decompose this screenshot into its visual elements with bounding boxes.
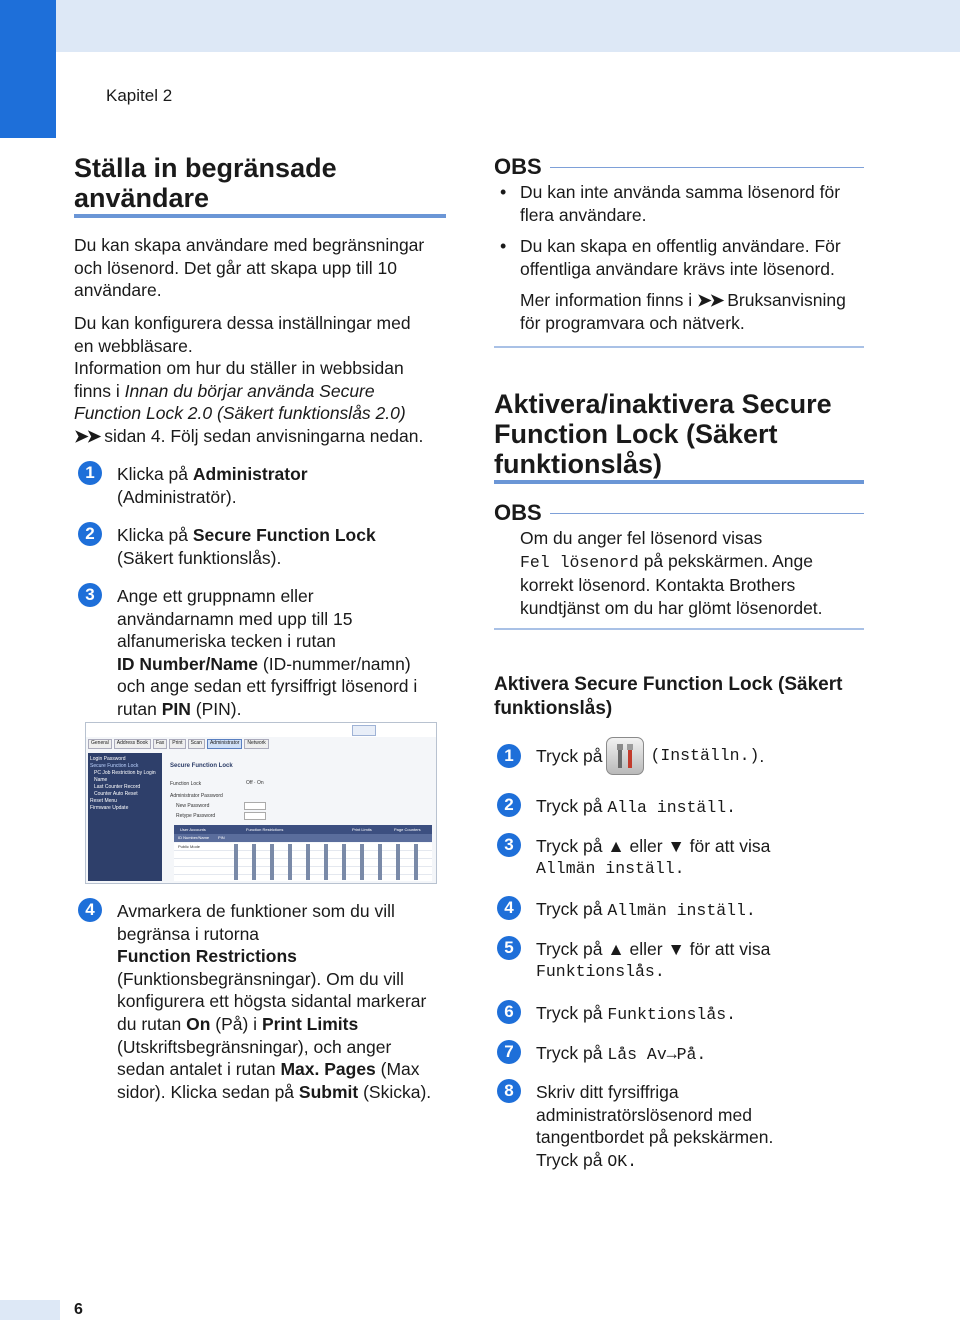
public-mode-label: Public Mode [178,844,201,849]
text-span: Tryck på [536,1003,608,1023]
step-text [536,1081,876,1173]
text-line: Du kan inte använda samma lösenord för [520,182,841,202]
reference-paragraph [74,357,454,447]
restriction-checkboxes[interactable] [224,844,424,880]
text-span: . [759,745,765,766]
text-span: Klicka på [117,464,193,484]
browser-header [86,723,436,737]
menu-secure-function-lock[interactable]: Secure Function Lock [90,763,139,769]
step-text [536,1042,876,1067]
lcd-text: Fel lösenord [520,552,639,572]
right-section-heading [494,389,866,479]
function-lock-label: Function Lock [170,781,202,787]
panel-title: Secure Function Lock [170,763,233,769]
text-line: offentliga användare krävs inte lösenord. [520,258,835,279]
text-span: Tryck på [536,836,608,856]
lcd-text: Funktionslås. [607,1005,737,1024]
step-text [117,585,457,721]
step-text [117,900,457,1103]
text-line: Information om hur du ställer in webbsidan [74,358,404,378]
subheading [494,673,874,721]
menu-firmware-update[interactable]: Firmware Update [90,805,129,811]
step-number: 8 [497,1079,521,1103]
text-line: flera användare. [520,204,647,225]
text-line: Aktivera Secure Function Lock (Säkert [494,674,843,695]
ui-term: Submit [298,1081,359,1102]
ui-term: Max. Pages [280,1059,376,1080]
text-line: användarnamn med upp till 15 [117,608,353,629]
obs-more-info [500,289,872,334]
text-span: (ID-nummer/namn) [258,653,411,674]
obs-end-rule [494,628,864,630]
ui-term: Administrator [192,464,308,484]
heading-line: Aktivera/inaktivera Secure [494,389,832,419]
heading-rule [74,214,446,218]
tab-general[interactable]: General [88,739,112,749]
text-span: eller [624,939,668,959]
text-span: Mer information finns i [520,290,698,311]
ui-term: Secure Function Lock [192,525,376,545]
obs-end-rule [494,346,864,348]
step-number: 4 [497,896,521,920]
step-text [536,737,876,775]
heading-line: Ställa in begränsade [74,153,337,183]
step-number: 4 [78,898,102,922]
text-span: du rutan [117,1013,187,1034]
lcd-text: Alla inställ. [607,798,737,817]
settings-tools-icon [607,738,643,774]
text-span: (Skicka). [358,1081,432,1102]
text-line: och lösenord. Det går att skapa upp till 10 [74,257,397,278]
step-text [536,1002,876,1027]
new-password-label: New Password [176,803,210,809]
text-span: sidor). Klicka sedan på [117,1081,299,1102]
text-line: för programvara och nätverk. [520,312,745,333]
step-text [536,938,876,983]
bullet-icon: • [500,182,507,202]
radio-on[interactable]: On [257,780,264,786]
text-line: (Säkert funktionslås). [117,547,282,568]
step-number: 1 [497,744,521,768]
obs-title: OBS [494,500,542,525]
lcd-text: Allmän inställ. [536,858,685,878]
step-number: 6 [497,1000,521,1024]
text-span: Klicka på [117,525,193,545]
ui-term: PIN [161,698,191,719]
text-line: begränsa i rutorna [117,923,260,944]
heading-line: användare [74,183,210,213]
lcd-text: OK. [607,1151,638,1171]
text-span: (På) i [210,1013,262,1034]
page-tab-marker [0,1300,60,1320]
text-line: Du kan skapa en offentlig användare. För [520,236,841,257]
chapter-tab-marker [0,0,56,138]
down-arrow-icon: ▼ [667,836,685,856]
reference-link-cont[interactable]: Function Lock 2.0 (Säkert funktionslås 2.0) [74,403,406,424]
text-span: för att visa [684,939,771,959]
obs-bullet [500,181,872,226]
tab-scan[interactable]: Scan [188,739,205,749]
bullet-icon: • [500,236,507,257]
logout-button[interactable] [352,725,376,736]
intro-paragraph [74,234,454,302]
chapter-label: Kapitel 2 [106,86,173,105]
ui-term: ID Number/Name [117,653,259,674]
obs-bullet [500,235,872,280]
down-arrow-icon: ▼ [667,939,685,959]
restrictions-table-header [174,825,432,834]
radio-off[interactable]: Off [246,780,253,786]
text-line: och ange sedan ett fyrsiffrigt lösenord i [117,676,418,697]
double-arrow-icon: ➤➤ [74,425,100,446]
obs-note-header [494,500,866,528]
text-line: funktionslås) [494,698,613,719]
obs-title: OBS [494,154,542,179]
text-line: användare. [74,280,162,301]
text-line: (Funktionsbegränsningar). Om du vill [117,968,404,989]
text-span: Tryck på [536,899,608,919]
lcd-text: (Inställn.) [650,745,760,765]
col-print-limits: Print Limits [352,827,372,832]
step-text [117,463,447,508]
reference-link[interactable]: Innan du börjar använda Secure [124,380,375,401]
obs-note-body [520,527,870,619]
screenshot-tab-bar [88,739,269,749]
lcd-text: Funktionslås. [536,961,665,981]
text-line: Ange ett gruppnamn eller [117,586,314,606]
heading-rule [494,480,864,484]
tab-network[interactable]: Network [244,739,268,749]
text-line: Avmarkera de funktioner som du vill [117,901,395,921]
text-line: korrekt lösenord. Kontakta Brothers [520,575,796,596]
text-span: (Max [375,1059,420,1080]
step-text [536,898,876,923]
browser-paragraph [74,312,454,357]
web-settings-screenshot [85,722,437,884]
menu-login-password[interactable]: Login Password [90,756,126,762]
double-arrow-icon: ➤➤ [697,290,723,311]
step-number: 5 [497,936,521,960]
text-span: rutan [117,698,162,719]
menu-last-counter-record[interactable]: Last Counter Record [94,784,141,790]
up-arrow-icon: ▲ [607,939,625,959]
step-number: 3 [78,583,102,607]
text-line: Om du anger fel lösenord visas [520,528,763,548]
col-function-restrictions: Function Restrictions [246,827,284,832]
step-number: 2 [497,793,521,817]
text-line: en webbläsare. [74,335,193,356]
text-span: Tryck på [536,745,603,766]
step-number: 3 [497,833,521,857]
text-line: administratörslösenord med [536,1104,752,1125]
obs-rule [550,167,864,168]
col-id-number: ID Number/Name [178,835,210,840]
heading-line: Function Lock (Säkert [494,419,778,449]
step-number: 7 [497,1040,521,1064]
text-line: alfanumeriska tecken i rutan [117,631,336,652]
left-section-heading [74,153,446,213]
text-span: för att visa [684,836,771,856]
step-number: 2 [78,522,102,546]
col-pin: PIN [218,835,225,840]
text-span: Tryck på [536,796,608,816]
text-line: (Utskriftsbegränsningar), och anger [117,1036,392,1057]
function-lock-radio[interactable]: Off · On [246,780,264,786]
ui-term: On [186,1013,211,1034]
col-user-accounts: User Accounts [180,827,206,832]
page-number: 6 [74,1301,83,1318]
text-span: Tryck på [536,1149,608,1170]
lcd-text: Lås Av→På. [607,1045,707,1064]
menu-counter-auto-reset[interactable]: Counter Auto Reset [94,791,138,797]
obs-note-header [494,154,866,182]
step-text [536,795,876,820]
text-span: Bruksanvisning [722,290,846,311]
settings-tools-icon[interactable] [606,737,644,775]
tab-print[interactable]: Print [169,739,185,749]
step-text [536,835,876,880]
retype-password-label: Retype Password [176,813,216,819]
obs-rule [550,513,864,514]
text-line: konfigurera ett högsta sidantal markerar [117,991,427,1012]
step-text [117,524,447,569]
text-line: Skriv ditt fyrsiffriga [536,1082,679,1102]
text-line: (Administratör). [117,486,237,507]
text-line: Du kan skapa användare med begränsningar [74,235,425,255]
text-span: eller [624,836,668,856]
text-span: på pekskärmen. Ange [638,550,813,571]
header-band [0,0,960,52]
obs-note-body [500,181,872,335]
restrictions-table-body [174,843,432,881]
text-line: tangentbordet på pekskärmen. [536,1127,774,1148]
retype-password-input[interactable] [244,812,266,820]
step-number: 1 [78,461,102,485]
text-line: Du kan konfigurera dessa inställningar med [74,313,411,333]
text-span: (PIN). [190,698,242,719]
heading-line: funktionslås) [494,449,663,479]
tab-fax[interactable]: Fax [153,739,167,749]
ui-term: Function Restrictions [117,946,297,967]
menu-reset-menu[interactable]: Reset Menu [90,798,117,804]
tab-address-book[interactable]: Address Book [114,739,151,749]
text-span: finns i [74,380,125,401]
text-line: kundtjänst om du har glömt lösenordet. [520,597,823,618]
text-span: Tryck på [536,1043,608,1063]
col-page-counters: Page Counters [394,827,421,832]
screenshot-sidebar [88,753,162,881]
tab-administrator[interactable]: Administrator [207,739,242,749]
ui-term: Print Limits [261,1013,359,1034]
menu-pc-job-restriction[interactable]: PC Job Restriction by Login Name [94,770,156,783]
text-span: sidan 4. Följ sedan anvisningarna nedan. [104,425,424,446]
text-span: Tryck på [536,939,608,959]
text-span: sedan antalet i rutan [117,1059,281,1080]
restrictions-table-subheader [174,834,432,842]
up-arrow-icon: ▲ [607,836,625,856]
lcd-text: Allmän inställ. [607,901,756,920]
new-password-input[interactable] [244,802,266,810]
admin-password-label: Administrator Password [170,793,223,799]
